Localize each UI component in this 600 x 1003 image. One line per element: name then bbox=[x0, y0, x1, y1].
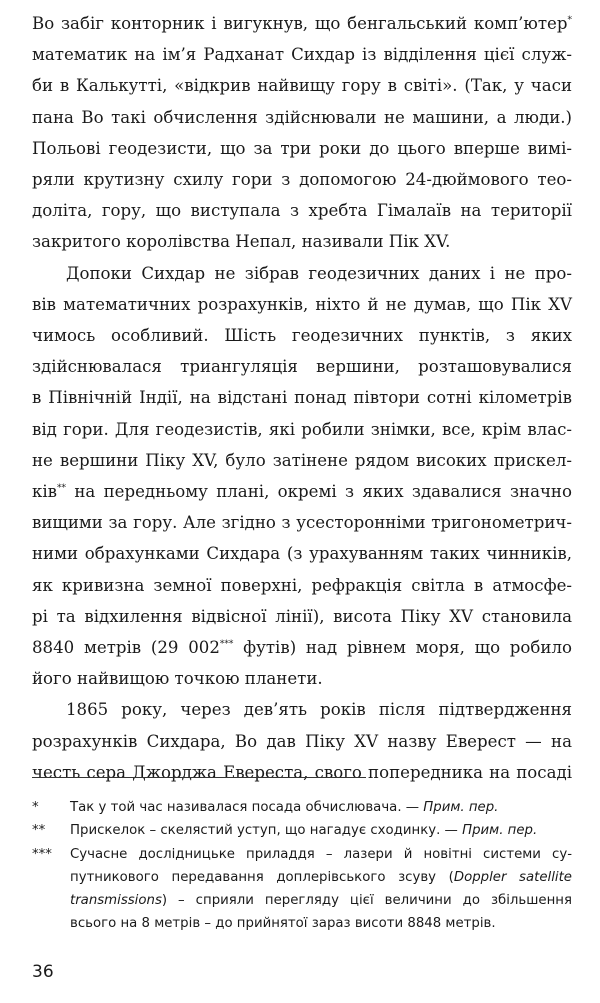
text-line: доліта, гору, що виступала з хребта Гімалаїв на території bbox=[32, 201, 572, 221]
footnote-mark: ** bbox=[32, 823, 46, 839]
text-line: ряли крутизну схилу гори з допомогою 24-дюймового тео- bbox=[32, 170, 572, 190]
text-line: рі та відхилення відвісної лінії), висота Піку XV становила bbox=[32, 606, 572, 626]
text-line: вів математичних розрахунків, ніхто й не думав, що Пік XV bbox=[32, 294, 572, 314]
text-line: Польові геодезисти, що за три роки до цього вперше вимі- bbox=[32, 138, 572, 158]
text-line: Во забіг конторник і вигукнув, що бенгальський комп’ютер* bbox=[32, 14, 572, 33]
footnote-text: Так у той час називалася посада обчислювача. — Прим. пер. bbox=[70, 800, 499, 815]
text-line: пана Во такі обчислення здійснювали не машини, а люди.) bbox=[32, 107, 572, 127]
text-line: в Північній Індії, на відстані понад півтори сотні кілометрів bbox=[32, 388, 572, 408]
text-line: від гори. Для геодезистів, які робили знімки, все, крім влас- bbox=[32, 419, 572, 439]
footnote-1 bbox=[32, 796, 572, 819]
text-line: закритого королівства Непал, називали Пік XV. bbox=[32, 232, 451, 252]
footnote-ref: * bbox=[567, 15, 572, 26]
paragraph-3 bbox=[32, 694, 572, 788]
text-line: ними обрахунками Сихдара (з урахуванням таких чинників, bbox=[32, 544, 572, 564]
footnotes bbox=[32, 796, 572, 936]
text-line: його найвищою точкою планети. bbox=[32, 669, 323, 689]
footnote-divider bbox=[32, 777, 366, 778]
text-line: не вершини Піку XV, було затінене рядом високих прискел- bbox=[32, 450, 572, 470]
text-line: 8840 метрів (29 002*** футів) над рівнем моря, що робило bbox=[32, 638, 572, 658]
text-line: здійснювалася триангуляція вершини, розташовувалися bbox=[32, 357, 572, 377]
text-line: вищими за гору. Але згідно з усесторонніми тригонометрич- bbox=[32, 513, 572, 533]
text-line: честь сера Джорджа Евереста, свого попередника на посаді bbox=[32, 762, 572, 782]
footnote-ref: *** bbox=[219, 639, 234, 650]
footnote-3 bbox=[32, 843, 572, 936]
paragraph-2 bbox=[32, 258, 572, 695]
text-line: як кривизна земної поверхні, рефракція світла в атмосфе- bbox=[32, 575, 572, 595]
text-line: 1865 року, через дев’ять років після підтвердження bbox=[66, 700, 572, 720]
text-line: математик на ім’я Радханат Сихдар із відділення цієї служ- bbox=[32, 45, 572, 65]
text-line: розрахунків Сихдара, Во дав Піку XV назву Еверест — на bbox=[32, 731, 572, 751]
footnote-2 bbox=[32, 819, 572, 842]
page-number: 36 bbox=[32, 962, 54, 982]
footnote-text: Прискелок – скелястий уступ, що нагадує сходинку. — Прим. пер. bbox=[70, 823, 538, 839]
footnote-mark: * bbox=[32, 800, 39, 815]
footnote-text: Сучасне дослідницьке приладдя – лазери й новітні системи су- путникового передавання доплерівського зсуву (Doppler satellite transmissions) – сприяли перегляду цієї величини до збільшення всього на 8 метрів – до прийнятої зараз висоти 8848 метрів. bbox=[70, 846, 572, 932]
footnote-mark: *** bbox=[32, 846, 52, 862]
text-line: Допоки Сихдар не зібрав геодезичних даних і не про- bbox=[66, 263, 572, 283]
footnote-ref: ** bbox=[57, 483, 67, 494]
text-line: чимось особливий. Шість геодезичних пунктів, з яких bbox=[32, 326, 572, 346]
main-text bbox=[32, 8, 572, 788]
text-line: би в Калькутті, «відкрив найвищу гору в світі». (Так, у часи bbox=[32, 76, 572, 96]
text-line: ків** на передньому плані, окремі з яких здавалися значно bbox=[32, 482, 572, 502]
paragraph-1 bbox=[32, 8, 572, 258]
